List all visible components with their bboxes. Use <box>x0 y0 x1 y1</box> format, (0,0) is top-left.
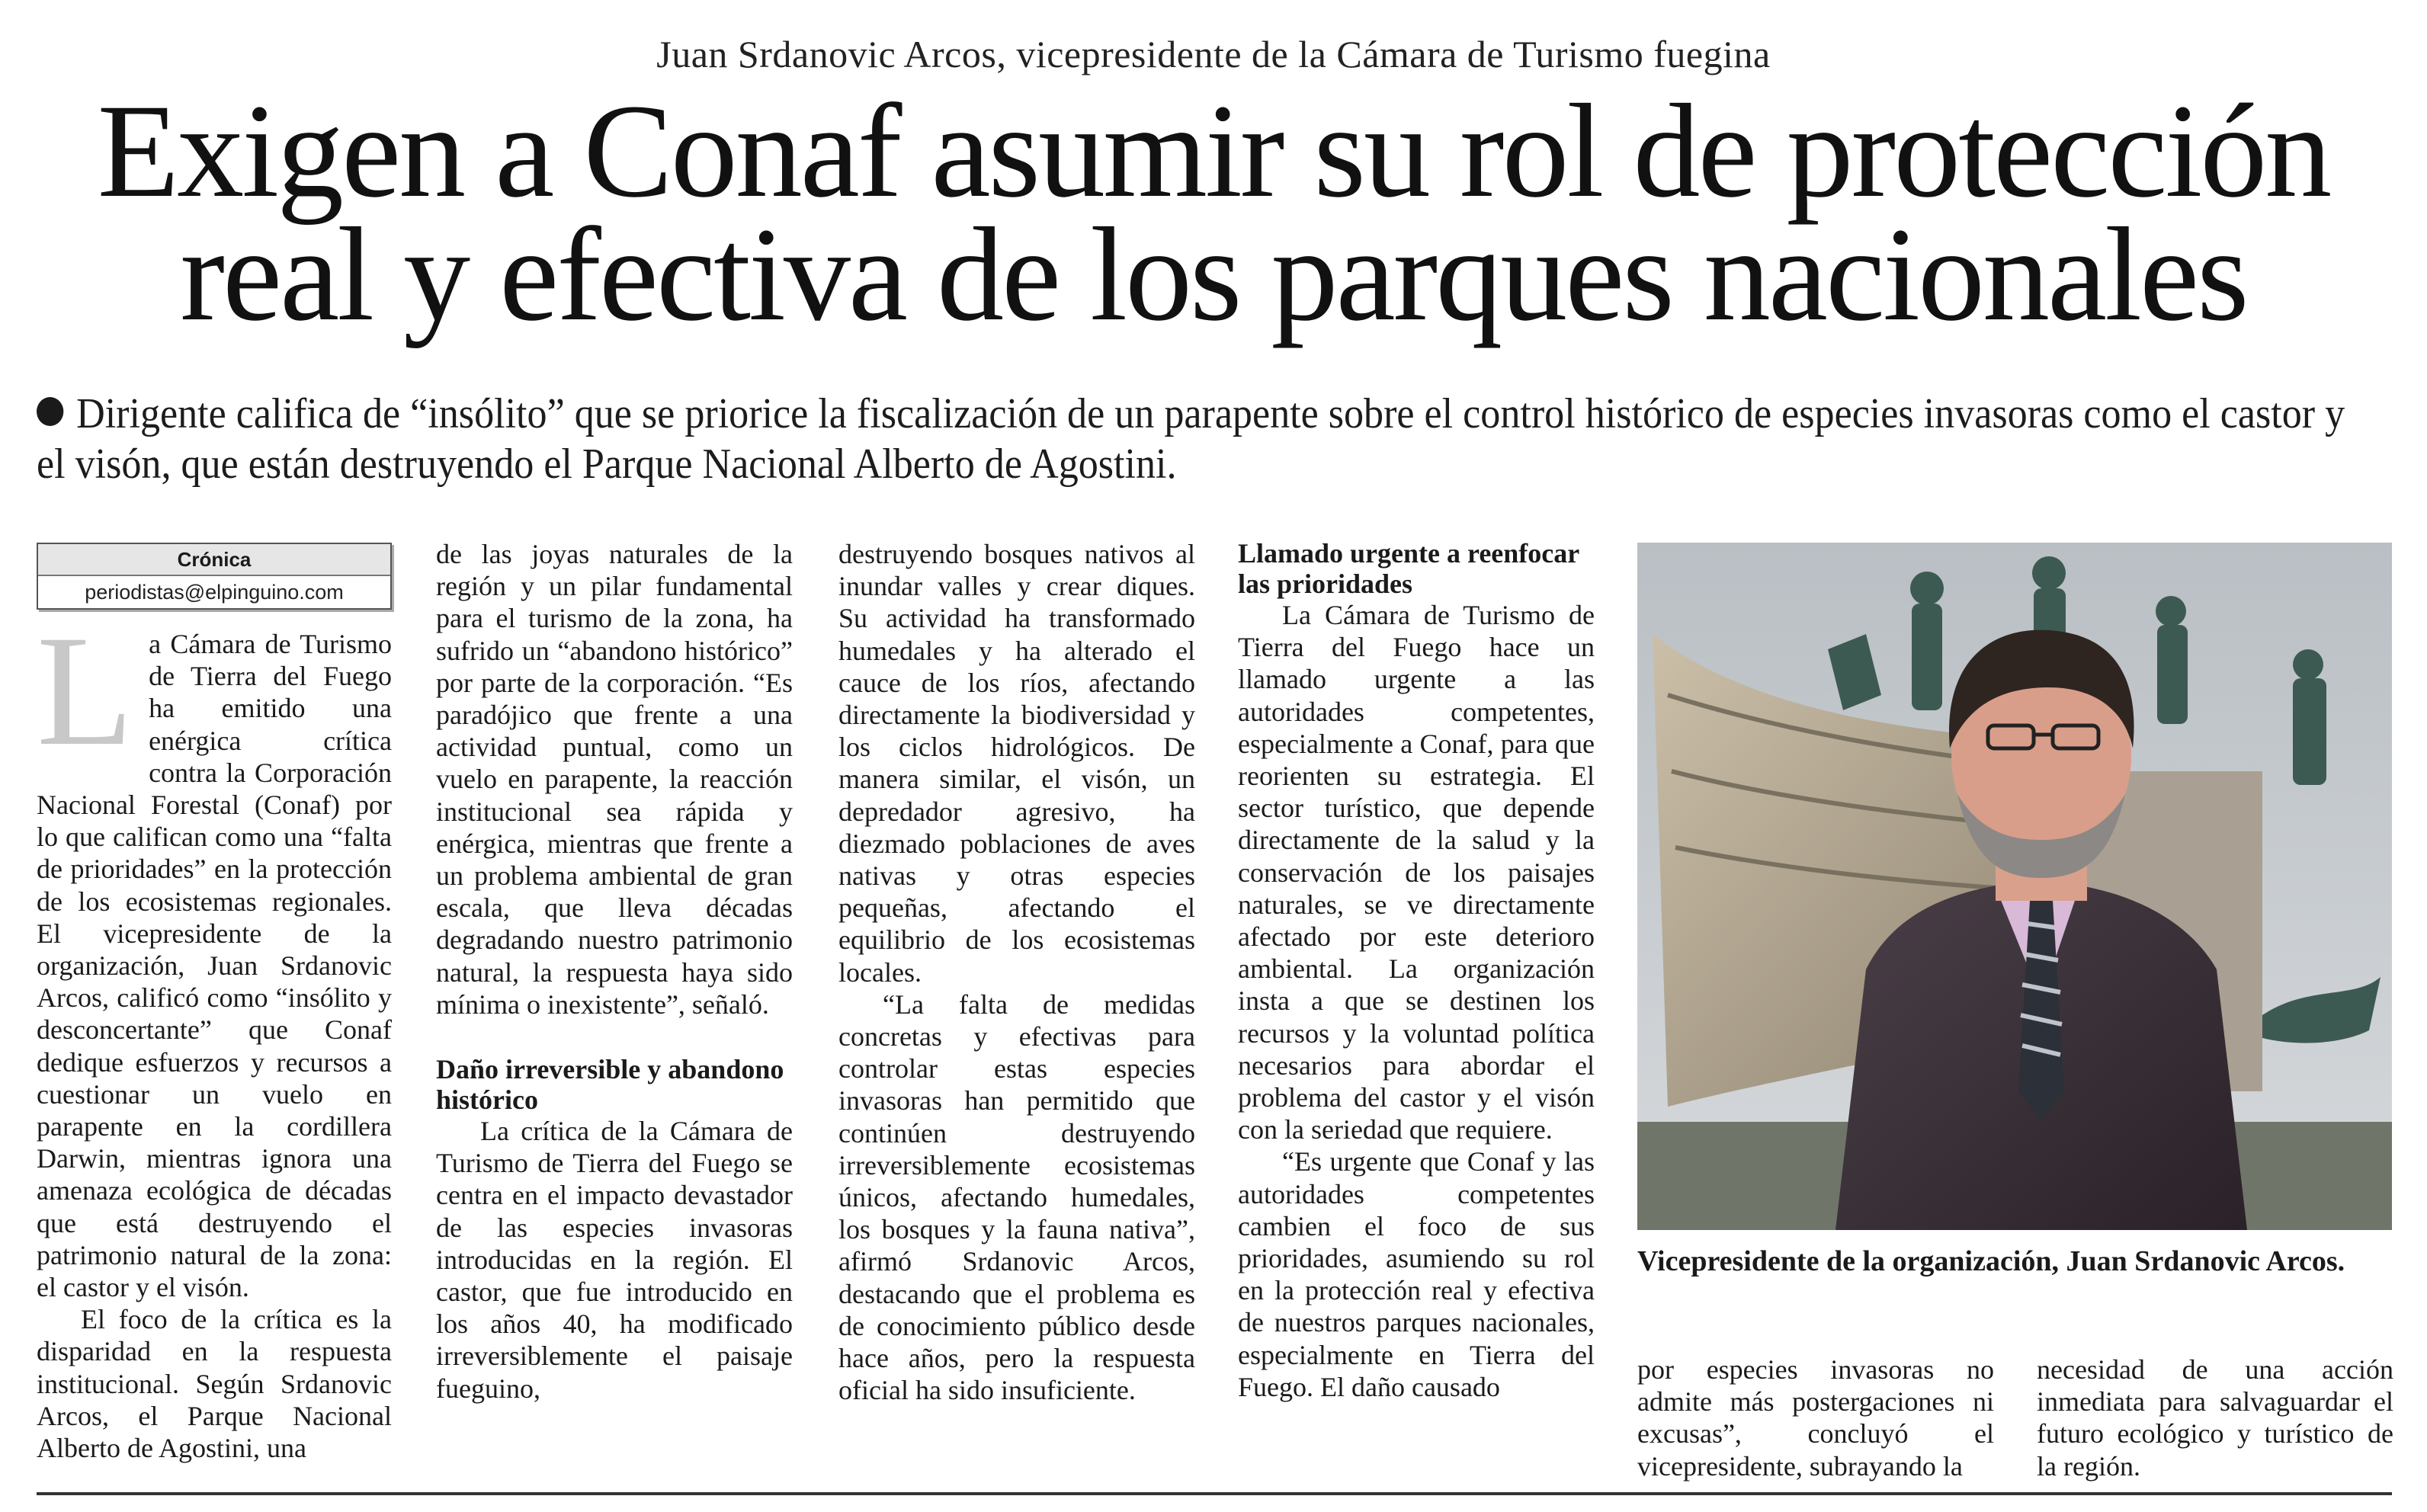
subheading-1: Daño irreversible y abandono histórico <box>436 1054 784 1116</box>
paragraph-7: La Cámara de Turismo de Tierra del Fuego hace un llamado urgente a las autoridades competentes, especialmente a Conaf, para que reorienten su estrategia. El sector turístico, que depende directamente de la salud y la conservación de los paisajes naturales, se ve directamente afectado por este deterioro ambiental. La organización insta a que se destinen los recursos y la voluntad política necesarios para abordar el problema del castor y el visón con la seriedad que requiere. <box>1238 600 1595 1145</box>
paragraph-1: a Cámara de Turismo de Tierra del Fuego ha emitido una enérgica crítica contra la Corporación Nacional Forestal (Conaf) por lo que califican como una “falta de prioridades” en la protección de los ecosistemas regionales. El vicepresidente de la organización, Juan Srdanovic Arcos, calificó como “insólito y desconcertante” que Conaf dedique esfuerzos y recursos a cuestionar un vuelo en parapente en la cordillera Darwin, mientras ignora una amenaza ecológica de décadas que está destruyendo el patrimonio natural de la zona: el castor y el visón. <box>37 629 392 1303</box>
paragraph-4: La crítica de la Cámara de Turismo de Tierra del Fuego se centra en el impacto devastador de las especies invasoras introducidas en la región. El castor, que fue introducido en los años 40, ha modificado irreversiblemente el paisaje fueguino, <box>436 1116 793 1404</box>
subheading-2: Llamado urgente a reenfocar las prioridades <box>1238 538 1579 599</box>
article-column-1 <box>37 603 392 1464</box>
bottom-rule <box>37 1492 2392 1495</box>
subhead <box>37 389 2369 489</box>
paragraph-2: El foco de la crítica es la disparidad en la respuesta institucional. Según Srdanovic Arcos, el Parque Nacional Alberto de Agostini, una <box>37 1304 392 1464</box>
photo-illustration <box>1637 543 2392 1230</box>
paragraph-5: destruyendo bosques nativos al inundar valles y crear diques. Su actividad ha transformado humedales y ha alterado el cauce de los ríos, afectando directamente la biodiversidad y los ciclos hidrológicos. De manera similar, el visón, un depredador agresivo, ha diezmado poblaciones de aves nativas y otras especies pequeñas, afectando el equilibrio de los ecosistemas locales. <box>838 539 1195 988</box>
paragraph-8: “Es urgente que Conaf y las autoridades competentes cambien el foco de sus prioridades, asumiendo su rol en la protección real y efectiva de nuestros parques nacionales, especialmente en Tierra del Fuego. El daño causado <box>1238 1146 1595 1402</box>
article-photo <box>1637 543 2392 1230</box>
bullet-icon <box>37 397 63 426</box>
paragraph-6: “La falta de medidas concretas y efectivas para controlar estas especies invasoras han permitido que continúen destruyendo irreversiblemente ecosistemas únicos, afectando humedales, los bosques y la fauna nativa”, afirmó Srdanovic Arcos, destacando que el problema es de conocimiento público desde hace años, pero la respuesta oficial ha sido insuficiente. <box>838 988 1195 1406</box>
photo-caption: Vicepresidente de la organización, Juan Srdanovic Arcos. <box>1637 1245 2345 1277</box>
article-column-4 <box>1238 538 1595 1403</box>
byline-section: Crónica <box>38 544 390 576</box>
headline <box>30 77 2397 349</box>
paragraph-10: necesidad de una acción inmediata para salvaguardar el futuro ecológico y turístico de la región. <box>2037 1354 2393 1482</box>
headline-line-1: Exigen a Conaf asumir su rol de protección <box>97 77 2330 226</box>
byline-box <box>37 543 392 610</box>
headline-line-2: real y efectiva de los parques nacionales <box>180 200 2247 349</box>
byline-email: periodistas@elpinguino.com <box>85 581 344 604</box>
drop-cap: L <box>37 603 134 778</box>
paragraph-3: de las joyas naturales de la región y un pilar fundamental para el turismo de la zona, ha sufrido un “abandono histórico” por parte de la corporación. “Es paradójico que frente a una actividad puntual, como un vuelo en parapente, la reacción institucional sea rápida y enérgica, mientras que frente a un problema ambiental de gran escala, que lleva décadas degradando nuestro patrimonio natural, la respuesta haya sido mínima o inexistente”, señaló. <box>436 539 793 1020</box>
article-column-2 <box>436 538 793 1405</box>
article-column-5 <box>1637 1353 1994 1482</box>
kicker: Juan Srdanovic Arcos, vicepresidente de la Cámara de Turismo fuegina <box>656 33 1771 75</box>
article-column-3 <box>838 538 1195 1406</box>
subhead-text: Dirigente califica de “insólito” que se priorice la fiscalización de un parapente sobre el control histórico de especies invasoras como el castor y el visón, que están destruyendo el Parque Nacional Alberto de Agostini. <box>37 390 2345 488</box>
paragraph-9: por especies invasoras no admite más postergaciones ni excusas”, concluyó el vicepresidente, subrayando la <box>1637 1354 1994 1482</box>
article-column-6 <box>2037 1353 2393 1482</box>
